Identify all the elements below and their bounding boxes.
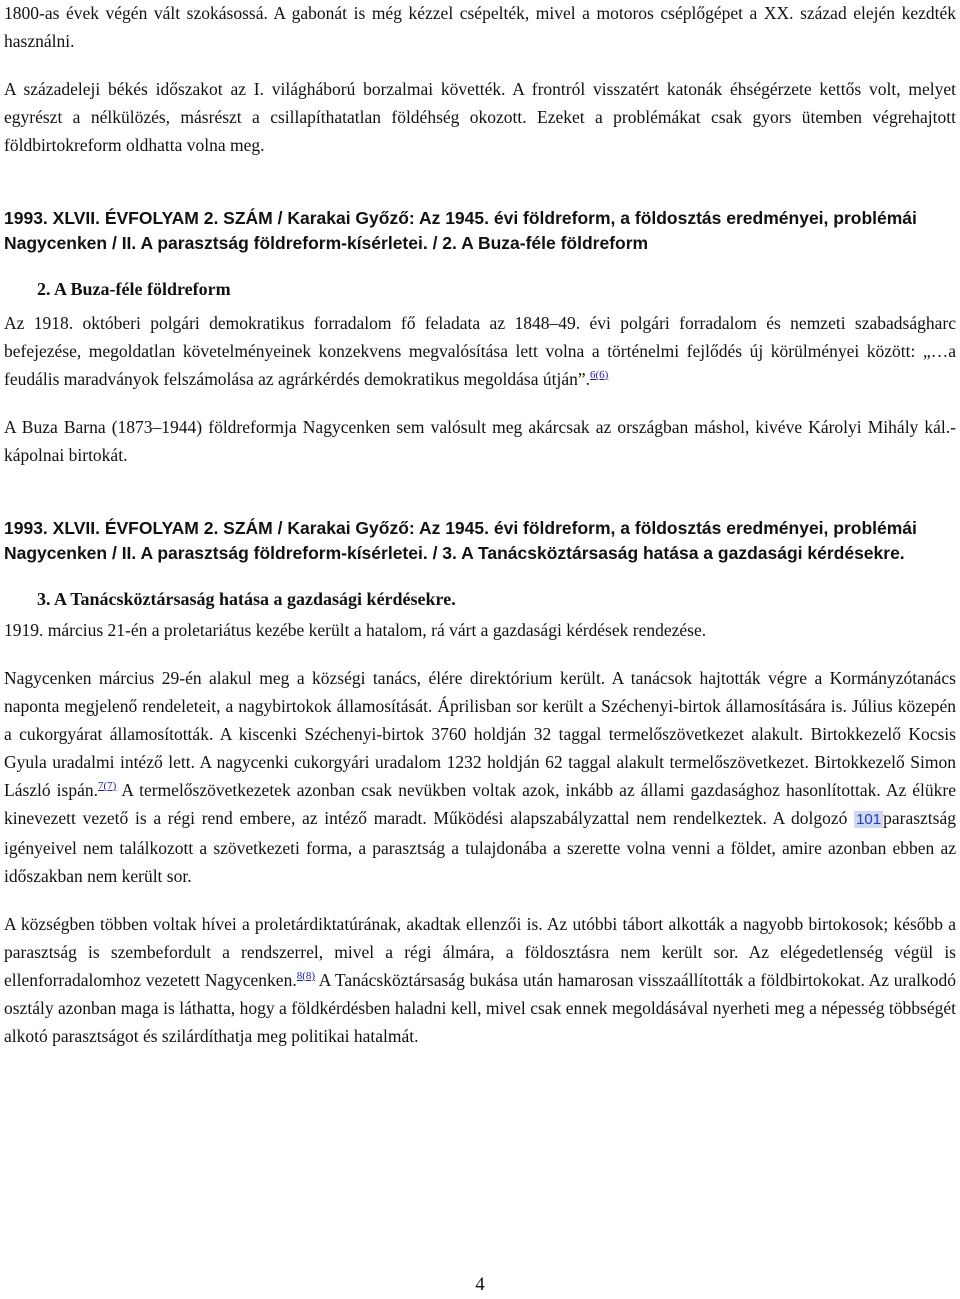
- paragraph-text: Az 1918. októberi polgári demokratikus forradalom fő feladata az 1848–49. évi polgári forradalom és nemzeti szabadságharc befejezése, megoldatlan követelményeinek konzekvens megvalósítása lett volna a történelmi fejlődés új körülményei között: „…a feudális maradványok felszámolása az agrárkérdés demokratikus megoldása útján”.: [4, 313, 956, 389]
- paragraph-tanacs-3: [4, 910, 956, 1050]
- paragraph-tanacs-2: [4, 664, 956, 890]
- document-page: [4, 0, 956, 1050]
- paragraph-buza-1: [4, 309, 956, 393]
- section-heading-buza: 2. A Buza-féle földreform: [37, 279, 231, 299]
- section-breadcrumb-buza: 1993. XLVII. ÉVFOLYAM 2. SZÁM / Karakai Győző: Az 1945. évi földreform, a földosztás eredményei, problémái Nagycenken / II. A parasztság földreform-kísérletei. / 2. A Buza-féle földreform: [4, 208, 917, 253]
- paragraph-buza-2: A Buza Barna (1873–1944) földreformja Nagycenken sem valósult meg akárcsak az országban máshol, kivéve Károlyi Mihály kál.-kápolnai birtokát.: [4, 417, 956, 465]
- footnote-link-8[interactable]: 8(8): [296, 970, 316, 982]
- footnote-link-6[interactable]: 6(6): [590, 369, 609, 381]
- section-heading-tanacs: 3. A Tanácsköztársaság hatása a gazdasági kérdésekre.: [37, 589, 456, 609]
- footnote-ref[interactable]: [98, 780, 116, 792]
- section-breadcrumb-tanacs: 1993. XLVII. ÉVFOLYAM 2. SZÁM / Karakai Győző: Az 1945. évi földreform, a földosztás eredményei, problémái Nagycenken / II. A parasztság földreform-kísérletei. / 3. A Tanácsköztársaság hatása a gazdasági kérdésekre.: [4, 518, 917, 563]
- paragraph-text-b: A termelőszövetkezetek azonban csak nevükben voltak azok, inkább az állami gazdasághoz hasonlítottak. Az élükre kinevezett vezető is a régi rend embere, az intéző maradt. Működési alapszabályzattal nem rendelkeztek. A dolgozó: [4, 780, 956, 828]
- footnote-link-7[interactable]: 7(7): [98, 780, 117, 792]
- paragraph-tanacs-1: 1919. március 21-én a proletariátus kezébe került a hatalom, rá várt a gazdasági kérdések rendezése.: [4, 620, 707, 640]
- footnote-ref[interactable]: [297, 970, 315, 982]
- footnote-ref[interactable]: [590, 369, 608, 381]
- paragraph-text-c: parasztság igényeivel nem találkozott a szövetkezeti forma, a parasztság a tulajdonába a szerette volna venni a földet, amire azonban ebben az időszakban nem került sor.: [4, 808, 956, 886]
- paragraph-intro-2: A századeleji békés időszakot az I. világháború borzalmai követték. A frontról visszatért katonák éhségérzete kettős volt, melyet egyrészt a nélkülözés, másrészt a csillapíthatatlan földéhség okozott. Ezeket a problémákat csak gyors ütemben végrehajtott földbirtokreform oldhatta volna meg.: [4, 79, 956, 155]
- paragraph-text-b: A Tanácsköztársaság bukása után hamarosan visszaállították a földbirtokokat. Az uralkodó osztály azonban maga is láthatta, hogy a földkérdésben haladni kell, mivel csak ennek megoldásával nyerheti meg a népesség többségét alkotó parasztságot és szilárdíthatja meg politikai hatalmát.: [4, 970, 956, 1046]
- paragraph-intro-1: 1800-as évek végén vált szokásossá. A gabonát is még kézzel csépelték, mivel a motoros cséplőgépet a XX. század elején kezdték használni.: [4, 3, 956, 51]
- page-number: 4: [475, 1274, 485, 1295]
- paragraph-text-a: A községben többen voltak hívei a proletárdiktatúrának, akadtak ellenzői is. Az utóbbi tábort alkották a nagyobb birtokosok; később a parasztság is szembefordult a rendszerrel, mivel a régi álmára, a földosztásra nem került sor. Az elégedetlenség végül is ellenforradalomhoz vezetett Nagycenken.: [4, 914, 956, 990]
- paragraph-text-a: Nagycenken március 29-én alakul meg a községi tanács, élére direktórium került. A tanácsok hajtották végre a Kormányzótanács naponta megjelenő rendeleteit, a nagybirtokok államosítását. Áprilisban sor került a Széchenyi-birtok államosítására is. Július közepén a cukorgyárat államosították. A kiscenki Széchenyi-birtok 3760 holdján 32 taggal termelőszövetkezet alakult. Birtokkezelő Kocsis Gyula uradalmi intéző lett. A nagycenki cukorgyári uradalom 1232 holdján 62 taggal alakult termelőszövetkezet. Birtokkezelő Simon László ispán.: [4, 668, 956, 800]
- page-marker[interactable]: 101: [856, 811, 882, 828]
